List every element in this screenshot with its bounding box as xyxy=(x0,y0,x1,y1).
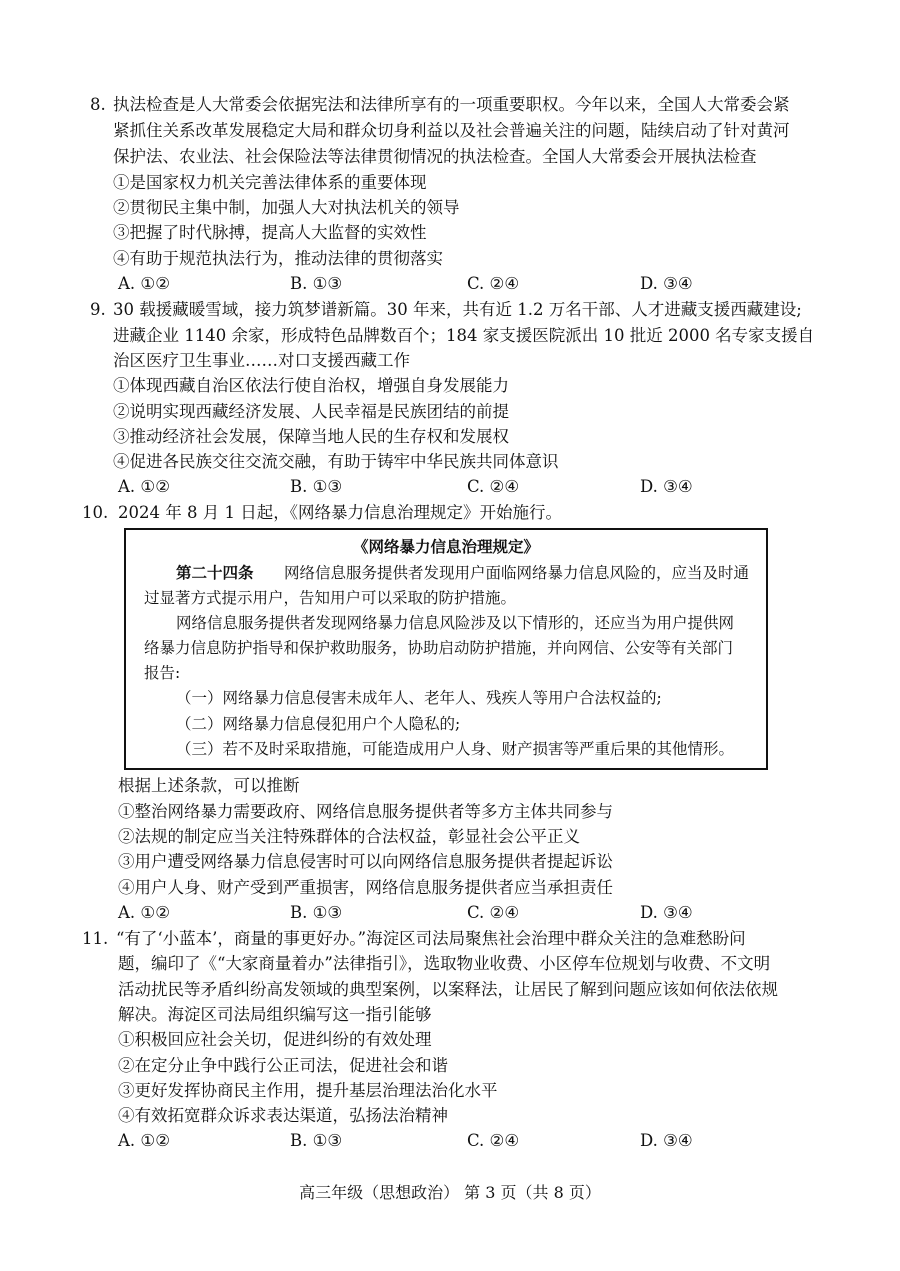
question-lead: 根据上述条款，可以推断 xyxy=(118,776,300,795)
answer-choice-d[interactable]: D. ③④ xyxy=(640,1131,693,1150)
statement-option: ②法规的制定应当关注特殊群体的合法权益，彰显社会公平正义 xyxy=(118,827,580,846)
statement-option: ④有助于规范执法行为，推动法律的贯彻落实 xyxy=(113,249,443,268)
page-footer: 高三年级（思想政治） 第 3 页（共 8 页） xyxy=(299,1183,601,1202)
statement-option: ③把握了时代脉搏，提高人大监督的实效性 xyxy=(113,223,427,242)
question-number: 9. xyxy=(90,300,106,319)
answer-choice-c[interactable]: C. ②④ xyxy=(467,1131,520,1150)
regulation-text-line: 报告: xyxy=(144,664,181,682)
statement-option: ④促进各民族交往交流交融，有助于铸牢中华民族共同体意识 xyxy=(113,452,559,471)
regulation-clause: （二）网络暴力信息侵犯用户个人隐私的; xyxy=(176,715,461,733)
statement-option: ②说明实现西藏经济发展、人民幸福是民族团结的前提 xyxy=(113,402,509,421)
answer-choice-b[interactable]: B. ①③ xyxy=(290,477,343,496)
statement-option: ②在定分止争中践行公正司法，促进社会和谐 xyxy=(118,1056,448,1075)
statement-option: ①体现西藏自治区依法行使自治权，增强自身发展能力 xyxy=(113,376,509,395)
article-number: 第二十四条 xyxy=(176,563,254,582)
question-stem-line: 治区医疗卫生事业……对口支援西藏工作 xyxy=(113,351,410,370)
question-stem-line: 执法检查是人大常委会依据宪法和法律所享有的一项重要职权。今年以来，全国人大常委会紧 xyxy=(113,95,790,114)
statement-option: ③推动经济社会发展，保障当地人民的生存权和发展权 xyxy=(113,427,509,446)
question-stem-line: 紧抓住关系改革发展稳定大局和群众切身利益以及社会普遍关注的问题，陆续启动了针对黄河 xyxy=(113,121,790,140)
regulation-text-line: 网络信息服务提供者发现网络暴力信息风险涉及以下情形的，还应当为用户提供网 xyxy=(176,614,735,632)
question-stem: 2024 年 8 月 1 日起，《网络暴力信息治理规定》开始施行。 xyxy=(118,503,562,522)
statement-option: ③更好发挥协商民主作用，提升基层治理法治化水平 xyxy=(118,1081,498,1100)
answer-choice-b[interactable]: B. ①③ xyxy=(290,274,343,293)
statement-option: ④用户人身、财产受到严重损害，网络信息服务提供者应当承担责任 xyxy=(118,878,613,897)
question-stem-line: 30 载援藏暖雪域，接力筑梦谱新篇。30 年来，共有近 1.2 万名干部、人才进藏支援西藏建设; xyxy=(113,300,802,319)
question-number: 8. xyxy=(90,95,106,114)
statement-option: ①整治网络暴力需要政府、网络信息服务提供者等多方主体共同参与 xyxy=(118,802,613,821)
regulation-excerpt-box xyxy=(124,528,768,770)
answer-choice-d[interactable]: D. ③④ xyxy=(640,903,693,922)
answer-choice-c[interactable]: C. ②④ xyxy=(467,477,520,496)
regulation-text-line: 过显著方式提示用户，告知用户可以采取的防护措施。 xyxy=(144,589,517,607)
question-number: 11. xyxy=(82,929,109,948)
statement-option: ③用户遭受网络暴力信息侵害时可以向网络信息服务提供者提起诉讼 xyxy=(118,852,613,871)
question-number: 10. xyxy=(82,503,109,522)
answer-choice-d[interactable]: D. ③④ xyxy=(640,274,693,293)
regulation-text-line: 络暴力信息防护指导和保护救助服务，协助启动防护措施，并向网信、公安等有关部门 xyxy=(144,639,734,657)
regulation-title: 《网络暴力信息治理规定》 xyxy=(352,537,539,556)
regulation-text-line: 网络信息服务提供者发现用户面临网络暴力信息风险的，应当及时通 xyxy=(284,564,750,582)
answer-choice-d[interactable]: D. ③④ xyxy=(640,477,693,496)
answer-choice-b[interactable]: B. ①③ xyxy=(290,903,343,922)
question-stem-line: 解决。海淀区司法局组织编写这一指引能够 xyxy=(118,1005,432,1024)
answer-choice-a[interactable]: A. ①② xyxy=(118,1131,170,1150)
question-stem-line: 进藏企业 1140 余家，形成特色品牌数百个；184 家支援医院派出 10 批近 2000 名专家支援自 xyxy=(113,326,815,345)
answer-choice-a[interactable]: A. ①② xyxy=(118,274,170,293)
statement-option: ④有效拓宽群众诉求表达渠道，弘扬法治精神 xyxy=(118,1106,448,1125)
regulation-clause: （三）若不及时采取措施，可能造成用户人身、财产损害等严重后果的其他情形。 xyxy=(176,740,735,758)
question-stem-line: “有了‘小蓝本’，商量的事更好办。”海淀区司法局聚焦社会治理中群众关注的急难愁盼问 xyxy=(116,929,746,948)
question-stem-line: 保护法、农业法、社会保险法等法律贯彻情况的执法检查。全国人大常委会开展执法检查 xyxy=(113,147,757,166)
regulation-clause: （一）网络暴力信息侵害未成年人、老年人、残疾人等用户合法权益的; xyxy=(176,689,662,707)
statement-option: ①积极回应社会关切，促进纠纷的有效处理 xyxy=(118,1030,432,1049)
answer-choice-b[interactable]: B. ①③ xyxy=(290,1131,343,1150)
statement-option: ②贯彻民主集中制，加强人大对执法机关的领导 xyxy=(113,198,460,217)
answer-choice-a[interactable]: A. ①② xyxy=(118,903,170,922)
question-stem-line: 活动扰民等矛盾纠纷高发领域的典型案例，以案释法，让居民了解到问题应该如何依法依规 xyxy=(118,980,778,999)
statement-option: ①是国家权力机关完善法律体系的重要体现 xyxy=(113,173,427,192)
answer-choice-c[interactable]: C. ②④ xyxy=(467,903,520,922)
question-stem-line: 题，编印了《“大家商量着办”法律指引》，选取物业收费、小区停车位规划与收费、不文明 xyxy=(118,954,771,973)
answer-choice-c[interactable]: C. ②④ xyxy=(467,274,520,293)
answer-choice-a[interactable]: A. ①② xyxy=(118,477,170,496)
